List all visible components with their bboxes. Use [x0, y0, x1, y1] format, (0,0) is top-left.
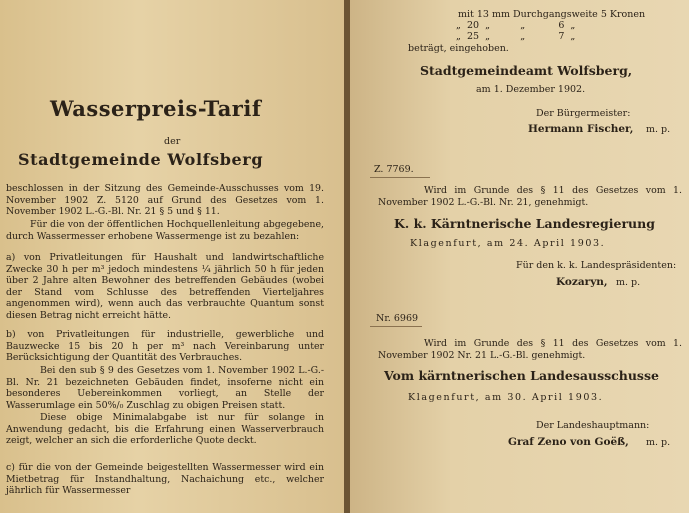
divider [370, 177, 430, 178]
item-c: c) für die von der Gemeinde beigestellten Wassermesser wird ein Mietbetrag für Instandhaltung, Nachaichung etc., welcher jährlich für Wassermesser [6, 462, 324, 497]
reference-6969: Nr. 6969 [376, 313, 419, 324]
office-date: am 1. Dezember 1902. [476, 84, 586, 95]
approval-1: Wird im Grunde des § 11 des Gesetzes vom 1. November 1902 L.-G.-Bl. Nr. 21, genehmigt. [378, 185, 682, 208]
committee-heading: Vom kärntnerischen Landesausschusse [384, 368, 659, 383]
government-heading: K. k. Kärntnerische Landesregierung [394, 216, 655, 231]
right-page [350, 0, 689, 513]
item-a: a) von Privatleitungen für Haushalt und landwirtschaftliche Zwecke 30 h per m³ jedoch mindestens ¼ jährlich 50 h für jeden über 2 Jahre alten Bewohner des betreffenden Gebäudes (wobei der Stand vom Schlusse des betreffenden Vierteljahres angenommen wird), wenn auch das verbrauchte Quantum sonst diesen Betrag nicht erreicht hätte. [6, 252, 324, 321]
municipal-office: Stadtgemeindeamt Wolfsberg, [420, 63, 633, 78]
reference-7769: Z. 7769. [374, 164, 414, 175]
mayor-name: Hermann Fischer, [528, 123, 634, 135]
der-label: der [164, 136, 181, 147]
item-b-paragraph-2: Bei den sub § 9 des Gesetzes vom 1. November 1902 L.-G.-Bl. Nr. 21 bezeichneten Gebäuden findet, insoferne nicht ein besonderes Uebereinkommen vorliegt, an Stelle der Wasserumlage ein 50%/₀ Zuschlag zu obigen Preisen statt. [6, 365, 324, 411]
intro-paragraph-2: Für die von der öffentlichen Hochquellenleitung abgegebene, durch Wassermesser erhobene Wassermenge ist zu bezahlen: [6, 219, 324, 242]
governor-label: Der Landeshauptmann: [536, 420, 650, 431]
divider [370, 326, 422, 327]
mayor-suffix: m. p. [646, 124, 671, 135]
authority-heading: Stadtgemeinde Wolfsberg [18, 150, 264, 169]
mayor-label: Der Bürgermeister: [536, 108, 631, 119]
tariff-title: Wasserpreis-Tarif [50, 96, 262, 121]
government-date: Klagenfurt, am 24. April 1903. [410, 238, 606, 249]
meter-line-1: mit 13 mm Durchgangsweite 5 Kronen [458, 9, 646, 20]
intro-paragraph: beschlossen in der Sitzung des Gemeinde-Ausschusses vom 19. November 1902 Z. 5120 auf Grund des Gesetzes vom 1. November 1902 L.-G.-Bl. Nr. 21 § 5 und § 11. [6, 183, 324, 218]
meter-line-3: „ 25 „ „ 7 „ [456, 31, 576, 42]
governor-suffix: m. p. [646, 437, 671, 448]
approval-2: Wird im Grunde des § 11 des Gesetzes vom 1. November 1902 Nr. 21 L.-G.-Bl. genehmigt. [378, 338, 682, 361]
meter-line-2: „ 20 „ „ 6 „ [456, 20, 576, 31]
president-label: Für den k. k. Landespräsidenten: [516, 260, 677, 271]
item-b-paragraph-3: Diese obige Minimalabgabe ist nur für solange in Anwendung gedacht, bis die Erfahrung einen Wasserverbrauch zeigt, welcher an sich die erforderliche Quote deckt. [6, 412, 324, 447]
item-b: b) von Privatleitungen für industrielle, gewerbliche und Bauzwecke 15 bis 20 h per m³ nach Vereinbarung unter Berücksichtigung der Quantität des Verbrauches. [6, 329, 324, 364]
president-suffix: m. p. [616, 277, 641, 288]
amount-text: beträgt, eingehoben. [408, 43, 509, 54]
president-name: Kozaryn, [556, 276, 608, 288]
committee-date: Klagenfurt, am 30. April 1903. [408, 392, 604, 403]
governor-name: Graf Zeno von Goëß, [508, 436, 629, 448]
